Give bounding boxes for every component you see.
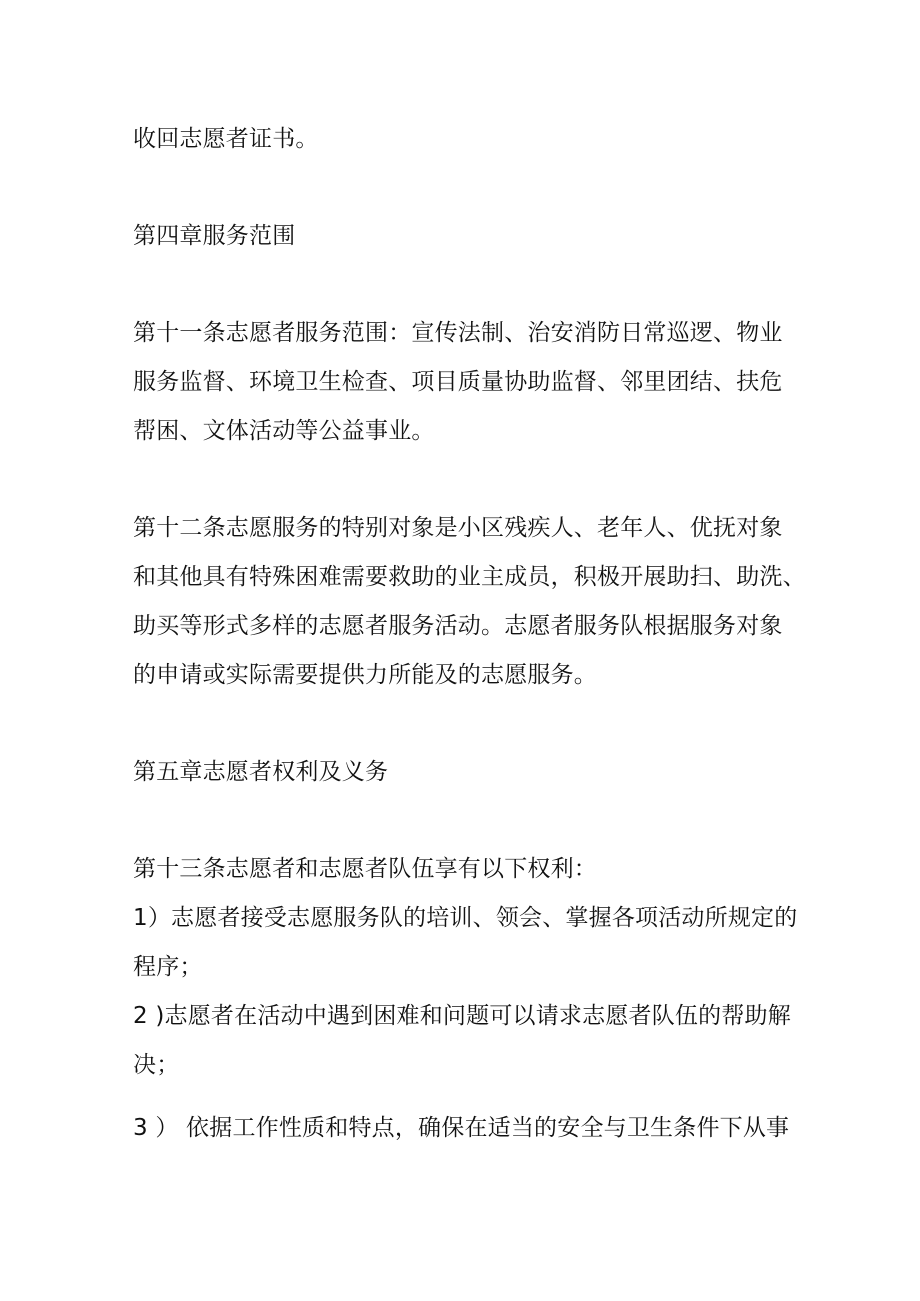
list-item-line: 1）志愿者接受志愿服务队的培训、领会、掌握各项活动所规定的 (133, 905, 798, 931)
chapter-heading-5: 第五章志愿者权利及义务 (133, 759, 389, 785)
article-12-line: 第十二条志愿服务的特别对象是小区残疾人、老年人、优抚对象 (133, 515, 783, 541)
article-11-line: 第十一条志愿者服务范围：宣传法制、治安消防日常巡逻、物业 (133, 320, 783, 346)
article-11-line: 服务监督、环境卫生检查、项目质量协助监督、邻里团结、扶危 (133, 369, 783, 395)
article-12-line: 助买等形式多样的志愿者服务活动。志愿者服务队根据服务对象 (133, 613, 783, 639)
chapter-heading-4: 第四章服务范围 (133, 223, 296, 249)
list-item-line: 2 )志愿者在活动中遇到困难和问题可以请求志愿者队伍的帮助解 (133, 1003, 791, 1029)
paragraph-line: 收回志愿者证书。 (133, 126, 319, 152)
article-12-line: 和其他具有特殊困难需要救助的业主成员，积极开展助扫、助洗、 (133, 564, 806, 590)
list-item-line: 程序； (133, 954, 203, 980)
list-item-line: 3 ） 依据工作性质和特点，确保在适当的安全与卫生条件下从事 (133, 1115, 790, 1141)
article-13-line: 第十三条志愿者和志愿者队伍享有以下权利： (133, 856, 597, 882)
article-11-line: 帮困、文体活动等公益事业。 (133, 418, 435, 444)
list-item-line: 决； (133, 1052, 180, 1078)
article-12-line: 的申请或实际需要提供力所能及的志愿服务。 (133, 662, 597, 688)
